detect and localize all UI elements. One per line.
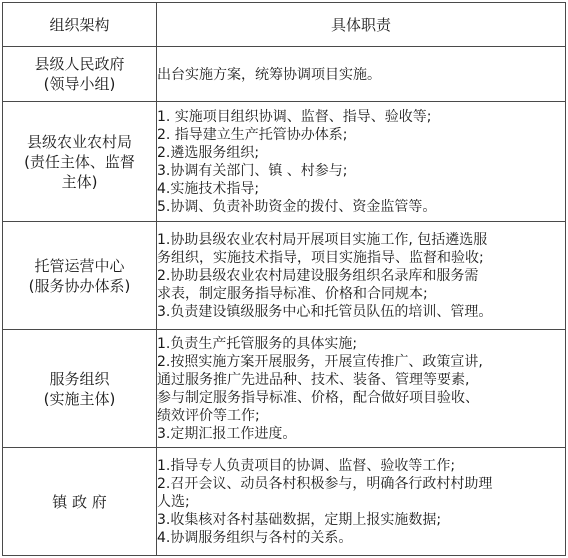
org-cell [3,448,157,556]
duty-cell [157,330,566,448]
duty-line: 3.收集核对各村基础数据，定期上报实施数据; [157,511,442,528]
org-role: (实施主体) [43,389,116,408]
org-structure-table [2,2,566,556]
duty-line: 务组织，实施技术指导，项目实施指导、监督和验收; [157,249,484,266]
org-cell [3,222,157,330]
duty-line: 2.遴选服务组织; [157,144,260,161]
org-cell [3,330,157,448]
org-name: 县级农业农村局 [26,132,132,151]
duty-line: 3.定期汇报工作进度。 [157,425,297,442]
table-row [3,330,566,448]
org-name: 服务组织 [49,369,110,388]
org-cell [3,47,157,102]
header-specific-duties: 具体职责 [157,3,566,47]
duty-cell [157,47,566,102]
duty-line: 2. 指导建立生产托管协办体系; [157,126,348,143]
duty-line: 1. 实施项目组织协调、监督、指导、验收等; [157,108,432,125]
table-row [3,47,566,102]
table-row [3,222,566,330]
duty-line: 绩效评价等工作; [157,407,260,424]
table-row [3,102,566,222]
duty-cell [157,222,566,330]
table-row [3,448,566,556]
duty-line: 1.负责生产托管服务的具体实施; [157,335,358,352]
org-cell [3,102,157,222]
header-org-structure: 组织架构 [3,3,157,47]
org-role: (领导小组) [43,75,116,93]
duty-line: 2.按照实施方案开展服务，开展宣传推广、政策宣讲, [157,353,483,370]
org-name: 托管运营中心 [34,256,125,275]
duty-line: 2.召开会议、动员各村积极参与，明确各行政村村助理 [157,475,493,492]
duty-line: 参与制定服务指导标准、价格，配合做好项目验收、 [157,389,479,406]
duty-line: 求表，制定服务指导标准、价格和合同规本; [157,285,428,302]
duty-line: 通过服务推广先进品种、技术、装备、管理等要素, [157,371,470,388]
duty-line: 4.协调服务组织与各村的关系。 [157,529,353,546]
org-role: 主体) [61,172,98,191]
duty-cell [157,448,566,556]
duty-line: 出台实施方案，统筹协调项目实施。 [157,67,381,83]
org-role: (责任主体、监督 [24,152,135,171]
duty-line: 5.协调、负责补助资金的拨付、资金监管等。 [157,198,437,215]
duty-line: 1.指导专人负责项目的协调、监督、验收等工作; [157,457,456,474]
duty-line: 2.协助县级农业农村局建设服务组织名录库和服务需 [157,267,479,284]
duty-line: 人选; [157,493,190,510]
org-name: 镇 政 府 [52,492,107,511]
org-name: 县级人民政府 [34,55,125,73]
duty-line: 3.协调有关部门、镇 、村参与; [157,162,348,179]
org-role: (服务协办体系) [28,276,131,295]
duty-line: 4.实施技术指导; [157,180,260,197]
duty-line: 1.协助县级农业农村局开展项目实施工作, 包括遴选服 [157,231,488,248]
duty-cell [157,102,566,222]
header-row [3,3,566,47]
duty-line: 3.负责建设镇级服务中心和托管员队伍的培训、管理。 [157,303,493,320]
